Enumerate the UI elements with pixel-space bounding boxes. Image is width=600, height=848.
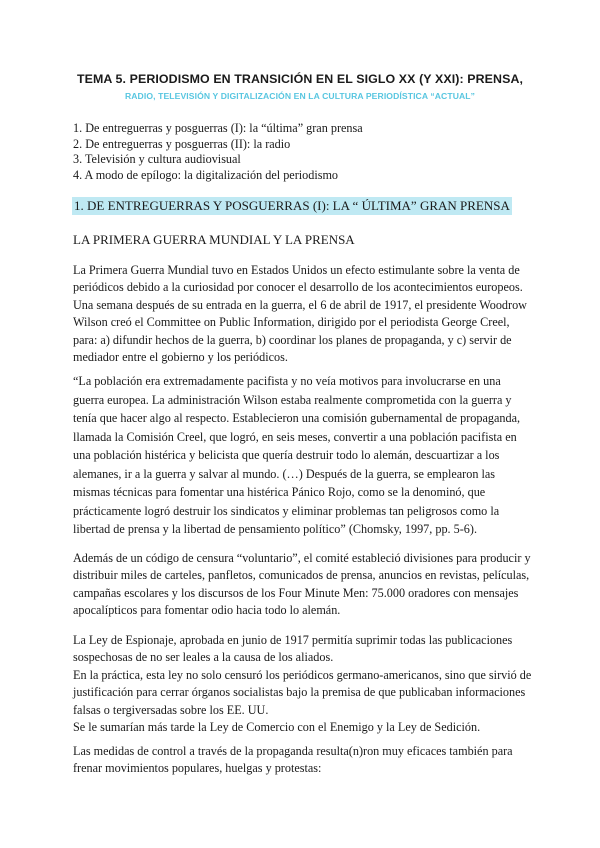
paragraph-censorship bbox=[73, 550, 529, 620]
sub-heading: LA PRIMERA GUERRA MUNDIAL Y LA PRENSA bbox=[73, 232, 355, 247]
text-line: En la práctica, esta ley no solo censuró los periódicos germano-americanos, sino que sirvió de bbox=[73, 667, 532, 682]
text-line: justificación para cerrar órganos socialistas bajo la premisa de que publicaban informaciones bbox=[73, 685, 526, 700]
paragraph-intro bbox=[73, 262, 529, 366]
text-line: Además de un código de censura “voluntario”, el comité estableció divisiones para producir y bbox=[73, 551, 531, 565]
text-line: frenar movimientos populares, huelgas y protestas: bbox=[73, 761, 322, 776]
text-line: guerra europea. La administración Wilson estaba realmente comprometida con la guerra y bbox=[73, 392, 512, 407]
text-line: Wilson creó el Committee on Public Information, dirigido por el periodista George Creel, bbox=[73, 315, 510, 330]
toc-item: 1. De entreguerras y posguerras (I): la “última” gran prensa bbox=[73, 121, 363, 135]
text-line: distribuir miles de carteles, panfletos, comunicados de prensa, anuncios en revistas, películas, bbox=[73, 568, 530, 583]
table-of-contents bbox=[73, 121, 363, 183]
paragraph-espionage-act bbox=[73, 632, 532, 736]
text-line: Una semana después de su entrada en la guerra, el 6 de abril de 1917, el presidente Woodrow bbox=[73, 297, 527, 312]
text-line: Se le sumarían más tarde la Ley de Comercio con el Enemigo y la Ley de Sedición. bbox=[73, 720, 481, 735]
text-line: tenía que hacer algo al respecto. Establecieron una comisión gubernamental de propaganda, bbox=[73, 411, 521, 425]
text-line: Las medidas de control a través de la propaganda resulta(n)ron muy eficaces también para bbox=[73, 744, 513, 758]
text-line: “La población era extremadamente pacifista y no veía motivos para involucrarse en una bbox=[73, 374, 501, 388]
text-line: campañas escolares y los discursos de los Four Minute Men: 75.000 oradores con mensajes bbox=[73, 585, 519, 600]
text-line: falsas o tergiversadas sobre los EE. UU. bbox=[73, 702, 269, 717]
paragraph-control-measures bbox=[73, 743, 529, 778]
toc-item: 4. A modo de epílogo: la digitalización del periodismo bbox=[73, 167, 339, 182]
text-line: periódicos debido a la curiosidad por conocer el desarrollo de los acontecimientos europeos. bbox=[73, 280, 523, 295]
text-line: para: a) difundir hechos de la guerra, b) coordinar los planes de propaganda, y c) servir de bbox=[73, 332, 512, 347]
document-subtitle: RADIO, TELEVISIÓN Y DIGITALIZACIÓN EN LA CULTURA PERIODÍSTICA “ACTUAL” bbox=[124, 91, 476, 101]
text-line: una población histérica y belicista que quería destruir todo lo alemán, descuartizar a los bbox=[73, 448, 500, 462]
text-line: prácticamente logró destruir los sindicatos y eliminar problemas tan peligrosos como la bbox=[73, 503, 500, 518]
text-line: alemanes, ir a la guerra y salvar al mundo. (…) Después de la guerra, se emplearon las bbox=[73, 466, 495, 481]
paragraph-quote bbox=[73, 372, 529, 539]
toc-item: 3. Televisión y cultura audiovisual bbox=[73, 152, 241, 167]
text-line: llamada la Comisión Creel, que logró, en seis meses, convertir a una población pacifista en bbox=[73, 429, 517, 444]
document-title: TEMA 5. PERIODISMO EN TRANSICIÓN EN EL SIGLO XX (Y XXI): PRENSA, bbox=[76, 72, 524, 86]
toc-item: 2. De entreguerras y posguerras (II): la radio bbox=[73, 136, 291, 151]
text-line: sospechosas de no ser leales a la causa de los aliados. bbox=[73, 650, 334, 665]
section-heading: 1. DE ENTREGUERRAS Y POSGUERRAS (I): LA “ ÚLTIMA” GRAN PRENSA bbox=[74, 198, 510, 213]
text-line: libertad de prensa y la libertad de pensamiento político” (Chomsky, 1997, pp. 5-6). bbox=[73, 522, 478, 536]
text-line: La Ley de Espionaje, aprobada en junio de 1917 permitía suprimir todas las publicaciones bbox=[73, 633, 513, 647]
text-line: apocalípticos para fomentar odio hacia todo lo alemán. bbox=[73, 603, 341, 618]
text-line: La Primera Guerra Mundial tuvo en Estados Unidos un efecto estimulante sobre la venta de bbox=[73, 263, 520, 277]
text-line: mediador entre el gobierno y los periódicos. bbox=[73, 350, 288, 365]
text-line: mismas técnicas para fomentar una histérica Pánico Rojo, como se la denominó, que bbox=[73, 485, 486, 499]
